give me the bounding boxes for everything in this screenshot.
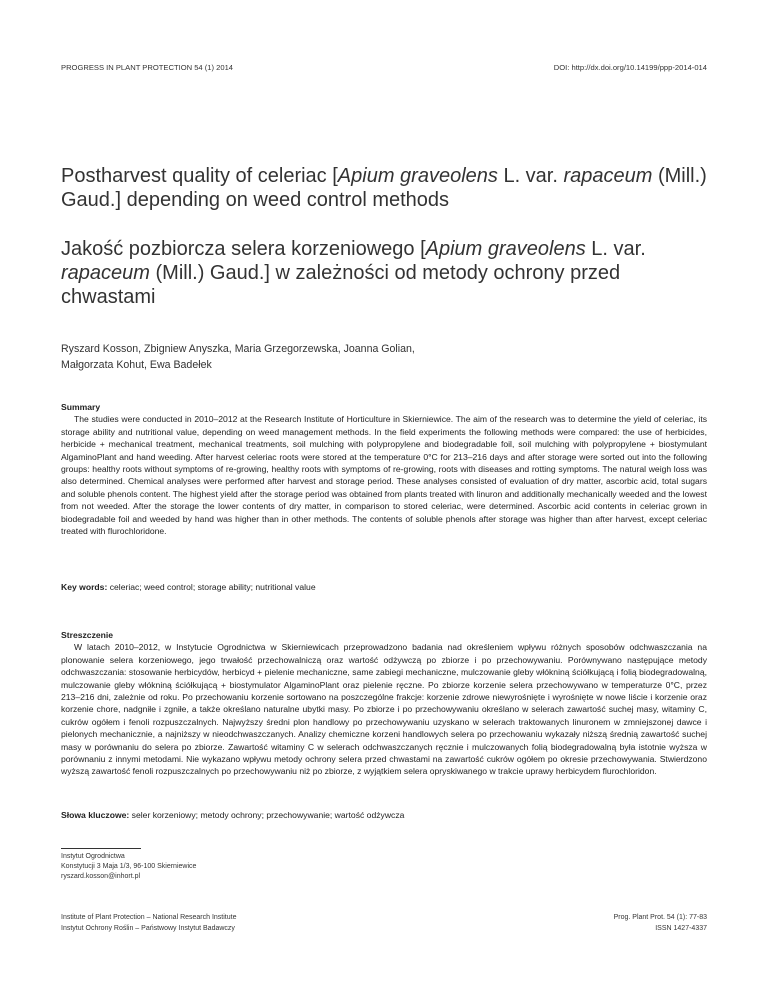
affiliation-footnote (61, 852, 361, 882)
citation-footer (614, 913, 707, 934)
title-pl-part2: L. var. (585, 238, 646, 260)
publisher-footer (61, 913, 237, 934)
title-en-variety: rapaceum (563, 165, 653, 187)
title-en-part3: (Mill.) Gaud.] depending on weed control methods (61, 165, 707, 211)
title-en-part1: Postharvest quality of celeriac [ (61, 165, 338, 187)
slowa-kluczowe-label: Słowa kluczowe: (61, 810, 130, 820)
authors-line-2: Małgorzata Kohut, Ewa Badełek (61, 359, 212, 371)
summary-text: The studies were conducted in 2010–2012 at the Research Institute of Horticulture in Skierniewice. The aim of the research was to determine the yield of celeriac, its storage ability and nutritional value, depending on weed management methods. In the field experiments the following methods were compared: the use of herbicides, herbicide + mechanical treatment, mechanical treatments, soil mulching with polypropylene and biodegradable foil, soil mulching with polypropylene + biostymulant AlgaminoPlant and hand weeding. After harvest celeriac roots were stored at the temperature 0°C for 213–216 days and after storage were sorted out into the following groups: healthy roots without symptoms of re-growing, healthy roots with symptoms of re-growing, roots with diseases and rotting symptoms. The natural weigh loss was also determined. Chemical analyses were performed after harvest and storage period. These analyses consisted of evaluation of dry matter, ascorbic acid, total sugars and soluble phenols content. The highest yield after the storage period was obtained from plants treated with linuron and additionally mechanically weeded and the lowest from not weeded. After the storage the lower contents of dry matter, in comparison to stored celeriac, were determined. Ascorbic acid contents in celeriac grown in biodegradable foil and weeded by hand was higher than in other methods. The contents of soluble phenols after storage was higher than after harvest, except celeriac treated with flurochloridone. (61, 414, 707, 537)
title-english (61, 164, 711, 212)
streszczenie-section (61, 629, 707, 778)
affiliation-institute: Instytut Ogrodnictwa (61, 853, 125, 860)
footnote-divider (61, 848, 141, 849)
citation-issn: ISSN 1427-4337 (655, 924, 707, 932)
authors-line-1: Ryszard Kosson, Zbigniew Anyszka, Maria Grzegorzewska, Joanna Golian, (61, 343, 415, 355)
keywords (61, 581, 707, 593)
title-pl-part3: (Mill.) Gaud.] w zależności od metody ochrony przed chwastami (61, 262, 621, 308)
authors (61, 341, 561, 373)
slowa-kluczowe (61, 809, 707, 821)
title-pl-species: Apium graveolens (425, 238, 586, 260)
title-pl-part1: Jakość pozbiorcza selera korzeniowego [ (61, 238, 426, 260)
title-en-part2: L. var. (497, 165, 564, 187)
streszczenie-text: W latach 2010–2012, w Instytucie Ogrodnictwa w Skierniewicach przeprowadzono badania nad określeniem wpływu różnych sposobów odchwaszczania na plonowanie selera korzeniowego, jego trwałość przechowalniczą oraz wartość odżywczą po zbiorze i po przechowywaniu. Porównywano następujące metody odchwaszczania: stosowanie herbicydów, herbicyd + pielenie mechaniczne, same zabiegi mechaniczne, mulczowanie gleby włókniną ściółkującą i folią biodegradowalną, mulczowanie gleby włókniną ściółkującą + biostymulator AlgaminoPlant oraz pielenie ręczne. Po zbiorze korzenie selera przechowywano w temperaturze 0°C, przez 213–216 dni, zależnie od roku. Po przechowaniu korzenie sortowano na poszczególne frakcje: korzenie zdrowe niewyrośnięte i wyrośnięte w nowe liście i korzenie oraz korzenie chore, nadgniłe i zgniłe, a także określano naturalne ubytki masy. Po zbiorze i po przechowywaniu określano w selerach zawartość suchej masy, witaminy C, cukrów ogółem i fenoli rozpuszczalnych. Najwyższy średni plon handlowy po przechowywaniu uzyskano w selerach traktowanych linuronem w zmniejszonej dawce i pielonych mechanicznie, a najniższy w nieodchwaszczanych. Analizy chemiczne korzeni handlowych selera po przechowaniu wykazały niższą średnią zawartość suchej masy w porównaniu do selera po zbiorze. Zawartość witaminy C w selerach odchwaszczanych ręcznie i mulczowanych folią biodegradowalną była istotnie wyższa w porównaniu z innymi metodami. Nie wykazano wpływu metody ochrony selera przed chwastami na zawartość cukrów ogółem po okresie przechowywania. Stwierdzono wyższą zawartość fenoli rozpuszczalnych po przechowywaniu niż po zbiorze, z wyjątkiem selera opryskiwanego w trakcie uprawy herbicydem flurochloridon. (61, 642, 707, 777)
title-polish (61, 237, 711, 309)
affiliation-address: Konstytucji 3 Maja 1/3, 96-100 Skierniewice (61, 863, 197, 870)
slowa-kluczowe-text: seler korzeniowy; metody ochrony; przechowywanie; wartość odżywcza (129, 810, 405, 820)
publisher-english: Institute of Plant Protection – National Research Institute (61, 914, 237, 921)
publisher-polish: Instytut Ochrony Roślin – Państwowy Instytut Badawczy (61, 924, 235, 932)
doi-header: DOI: http://dx.doi.org/10.14199/ppp-2014-014 (553, 63, 707, 72)
keywords-text: celeriac; weed control; storage ability; nutritional value (107, 582, 316, 592)
summary-section (61, 401, 707, 537)
summary-heading: Summary (61, 402, 101, 412)
title-pl-variety: rapaceum (61, 262, 150, 284)
streszczenie-heading: Streszczenie (61, 630, 114, 640)
journal-header: PROGRESS IN PLANT PROTECTION 54 (1) 2014 (61, 63, 234, 72)
citation-pages: Prog. Plant Prot. 54 (1): 77-83 (613, 914, 707, 921)
keywords-label: Key words: (61, 582, 108, 592)
title-en-species: Apium graveolens (337, 165, 498, 187)
affiliation-email: ryszard.kosson@inhort.pl (61, 873, 141, 880)
